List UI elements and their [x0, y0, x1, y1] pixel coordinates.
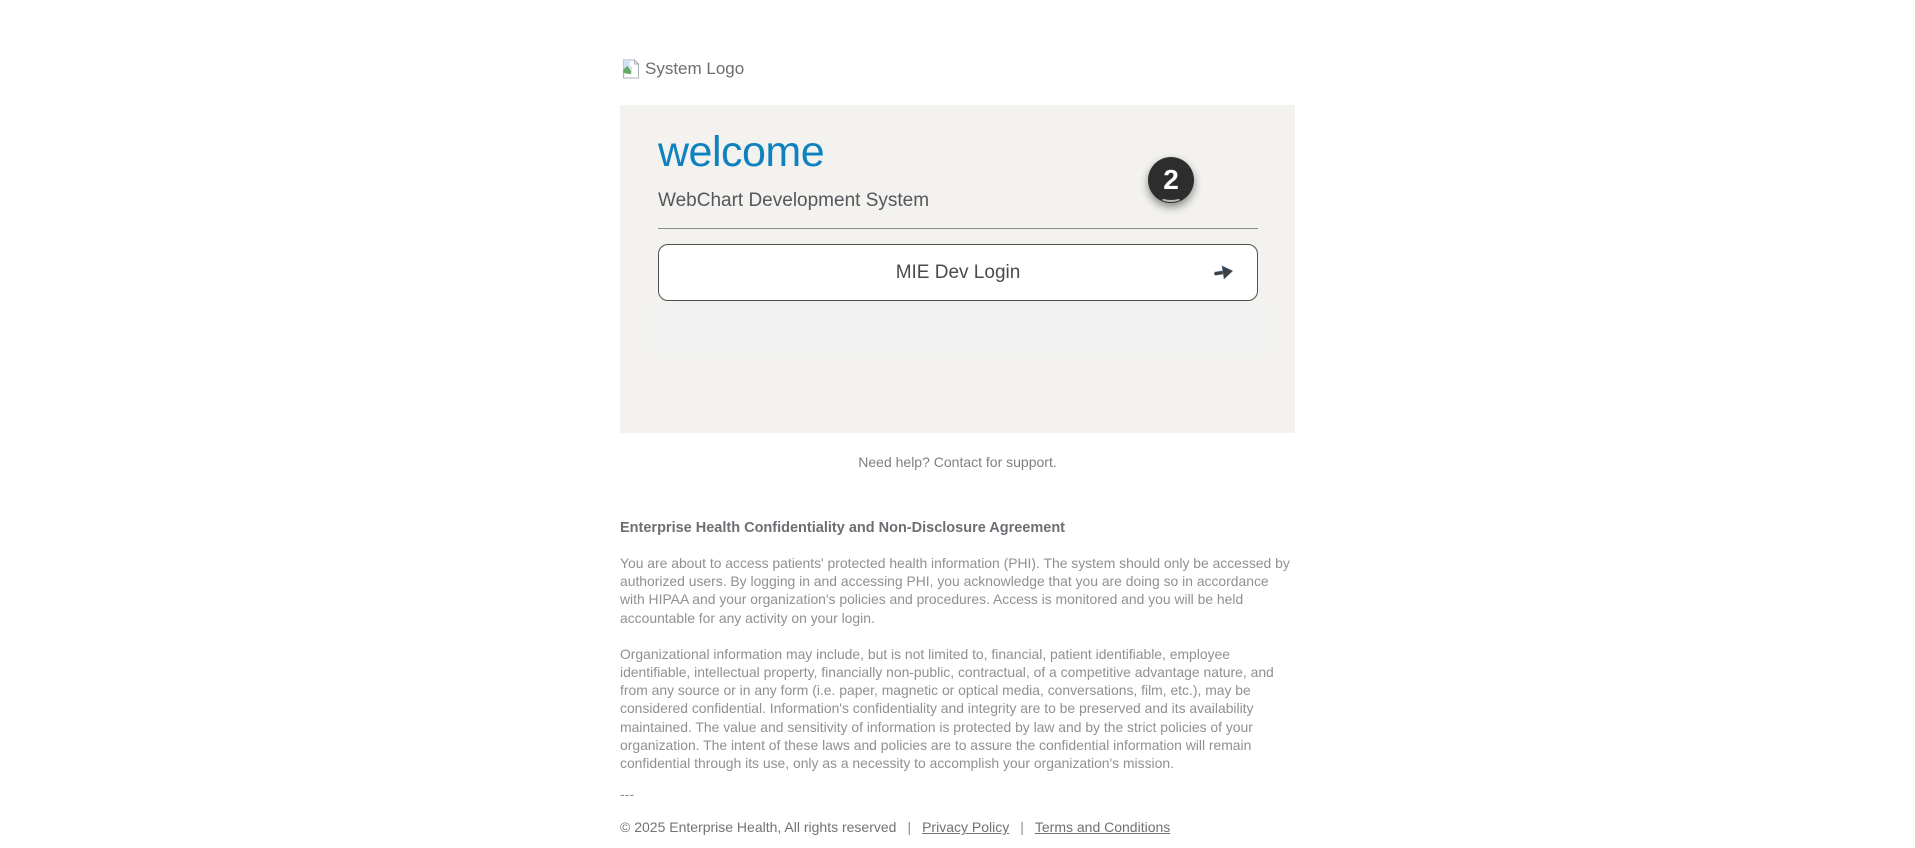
login-card — [620, 105, 1295, 433]
agreement-heading: Enterprise Health Confidentiality and Non-Disclosure Agreement — [620, 520, 1066, 536]
panel-strip — [648, 303, 1268, 353]
tour-step-badge[interactable]: 2 — [1148, 157, 1194, 203]
divider-line — [658, 228, 1258, 229]
privacy-policy-link[interactable]: Privacy Policy — [922, 819, 1010, 836]
help-text: Need help? Contact for support. — [858, 454, 1057, 470]
copyright-text: © 2025 Enterprise Health, All rights reserved — [620, 819, 897, 836]
footer — [620, 819, 1295, 835]
agreement-paragraph-1: You are about to access patients' protected health information (PHI). The system should only be accessed by authorized users. By logging in and accessing PHI, you acknowledge that you are doing so in accordance with HIPAA and your organization's policies and procedures. Access is monitored and you will be held accountable for any activity on your login. — [620, 555, 1290, 626]
welcome-heading: welcome — [658, 128, 825, 176]
system-name: WebChart Development System — [658, 190, 930, 211]
footer-separator: | — [907, 819, 912, 836]
content-column — [620, 56, 1295, 835]
footer-separator: | — [1020, 819, 1024, 836]
broken-image-icon — [620, 57, 644, 81]
mie-dev-login-button[interactable] — [658, 244, 1258, 301]
terms-and-conditions-link[interactable]: Terms and Conditions — [1034, 819, 1171, 836]
system-logo — [620, 56, 1295, 81]
logo-alt-text: System Logo — [645, 58, 745, 78]
agreement-divider: --- — [620, 786, 634, 803]
arrow-right-icon — [1213, 263, 1235, 281]
agreement-section — [620, 520, 1295, 802]
agreement-paragraph-2: Organizational information may include, but is not limited to, financial, patient identifiable, employee identifiable, intellectual property, financially non-public, contractual, of a competitive advantage nature, and from any source or in any form (i.e. paper, magnetic or optical media, conversations, film, etc.), may be considered confidential. Information's confidentiality and integrity are to be preserved and its availability maintained. The value and sensitivity of information is protected by law and by the strict policies of your organization. The intent of these laws and policies are to assure the confidential information will remain confidential through its use, only as a necessity to accomplish your organization's mission. — [620, 645, 1274, 772]
login-button-label: MIE Dev Login — [895, 261, 1021, 283]
